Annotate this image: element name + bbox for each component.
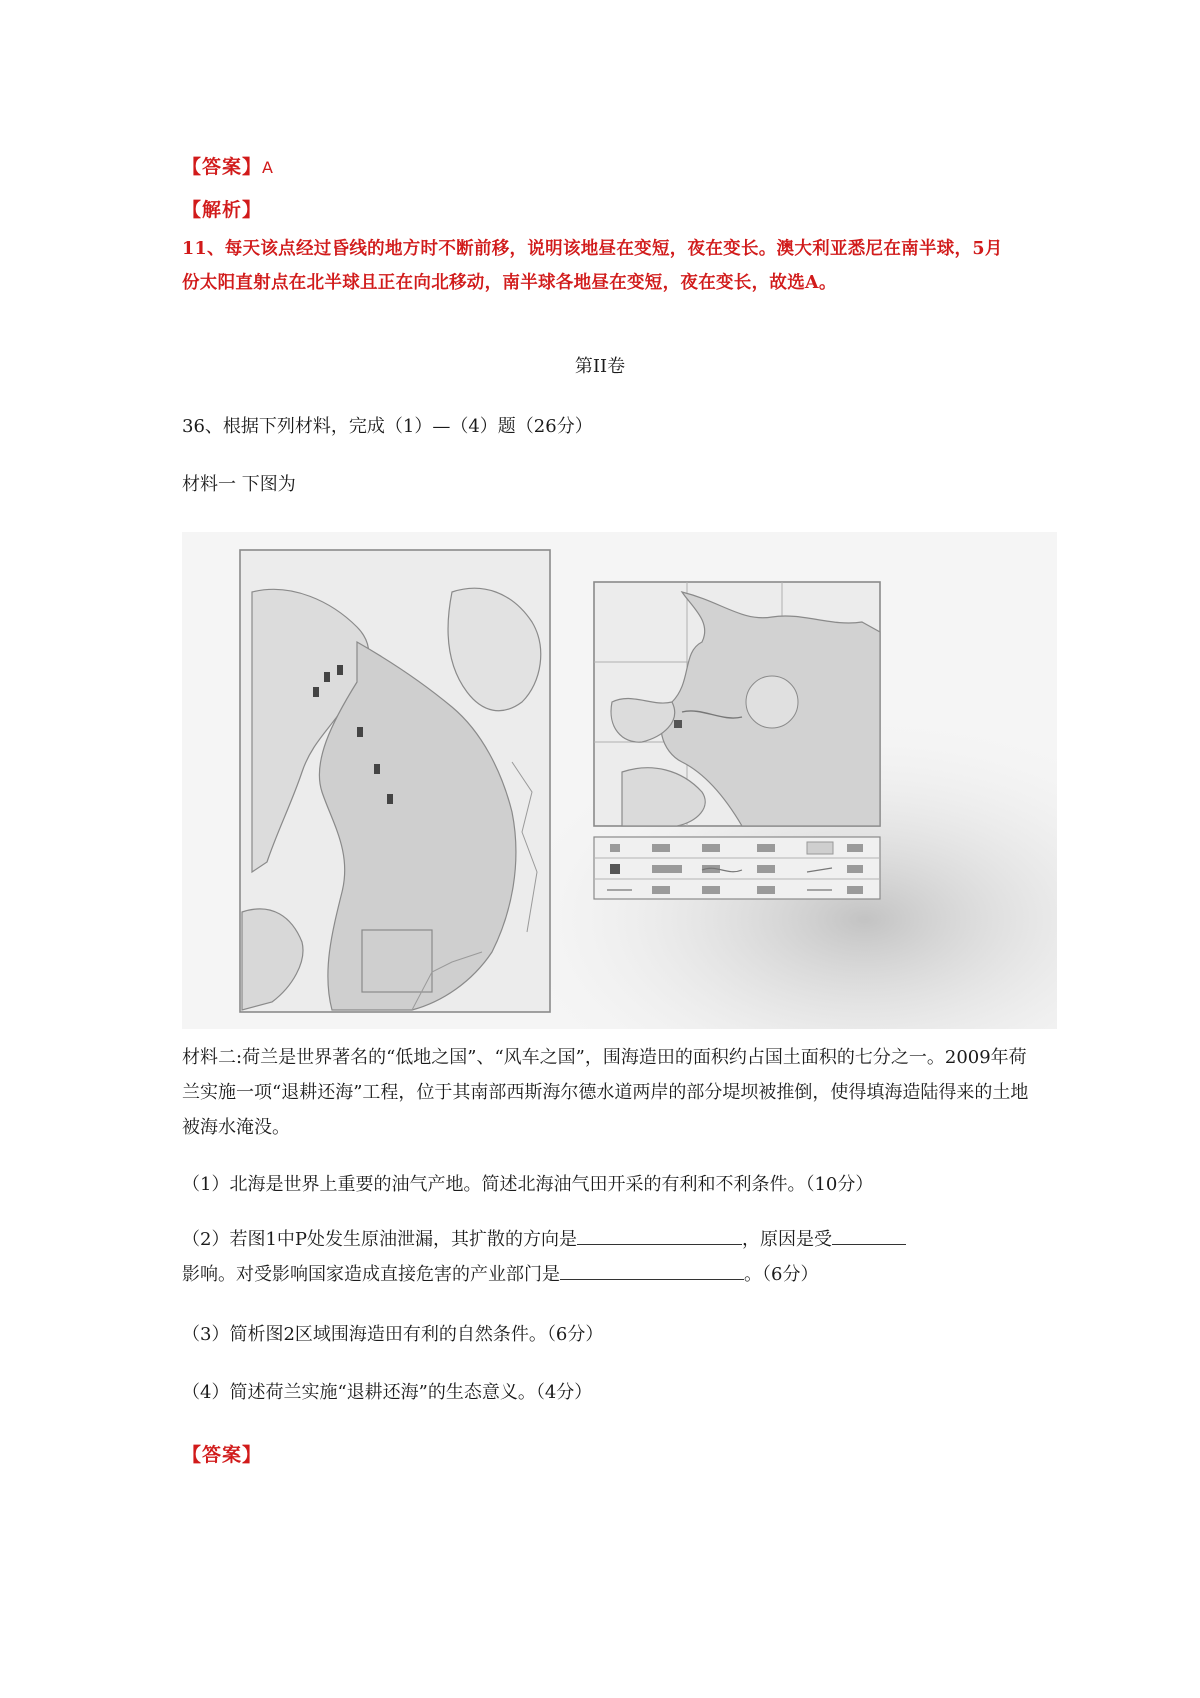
question-2-part-1: （2）若图1中P处发生原油泄漏，其扩散的方向是 xyxy=(182,1229,578,1250)
material-one-label: 材料一 下图为 xyxy=(182,474,296,495)
question-1: （1）北海是世界上重要的油气产地。简述北海油气田开采的有利和不利条件。（10分） xyxy=(182,1174,874,1195)
analysis-line-1: 11、每天该点经过昏线的地方时不断前移，说明该地昼在变短，夜在变长。澳大利亚悉尼在南半球，5月 xyxy=(182,239,1003,259)
answer-blank-direction[interactable] xyxy=(577,1226,742,1245)
question-4: （4）简述荷兰实施“退耕还海”的生态意义。（4分） xyxy=(182,1382,593,1403)
question-2-part-2: ，原因是受 xyxy=(742,1229,833,1250)
final-answer-label: 【答案】 xyxy=(182,1444,263,1466)
question-2 xyxy=(182,1222,1032,1292)
material-two-paragraph: 材料二:荷兰是世界著名的“低地之国”、“风车之国”，围海造田的面积约占国土面积的七分之一。2009年荷兰实施一项“退耕还海”工程，位于其南部西斯海尔德水道两岸的部分堤坝被推倒，使得填海造陆得来的土地被海水淹没。 xyxy=(182,1047,1029,1138)
map-figure-svg xyxy=(182,532,1057,1029)
answer-label xyxy=(182,152,274,179)
analysis-label: 【解析】 xyxy=(182,199,263,221)
map-1 xyxy=(240,550,550,1012)
volume-title: 第II卷 xyxy=(574,356,626,377)
answer-blank-industry[interactable] xyxy=(560,1261,744,1280)
analysis-text xyxy=(182,232,1122,300)
answer-blank-reason[interactable] xyxy=(832,1226,906,1245)
answer-value: A xyxy=(262,158,274,177)
answer-label-text: 【答案】 xyxy=(182,156,263,178)
question-2-part-3: 影响。对受影响国家造成直接危害的产业部门是 xyxy=(182,1264,560,1285)
question-intro: 36、根据下列材料，完成（1）—（4）题（26分） xyxy=(182,416,593,437)
map-2 xyxy=(594,582,880,826)
map-figure xyxy=(182,532,1057,1029)
question-3: （3）简析图2区域围海造田有利的自然条件。（6分） xyxy=(182,1324,604,1345)
map-2-legend xyxy=(594,837,880,899)
question-2-part-4: 。（6分） xyxy=(744,1264,819,1285)
analysis-line-2: 份太阳直射点在北半球且正在向北移动，南半球各地昼在变短，夜在变长，故选A。 xyxy=(182,273,837,293)
